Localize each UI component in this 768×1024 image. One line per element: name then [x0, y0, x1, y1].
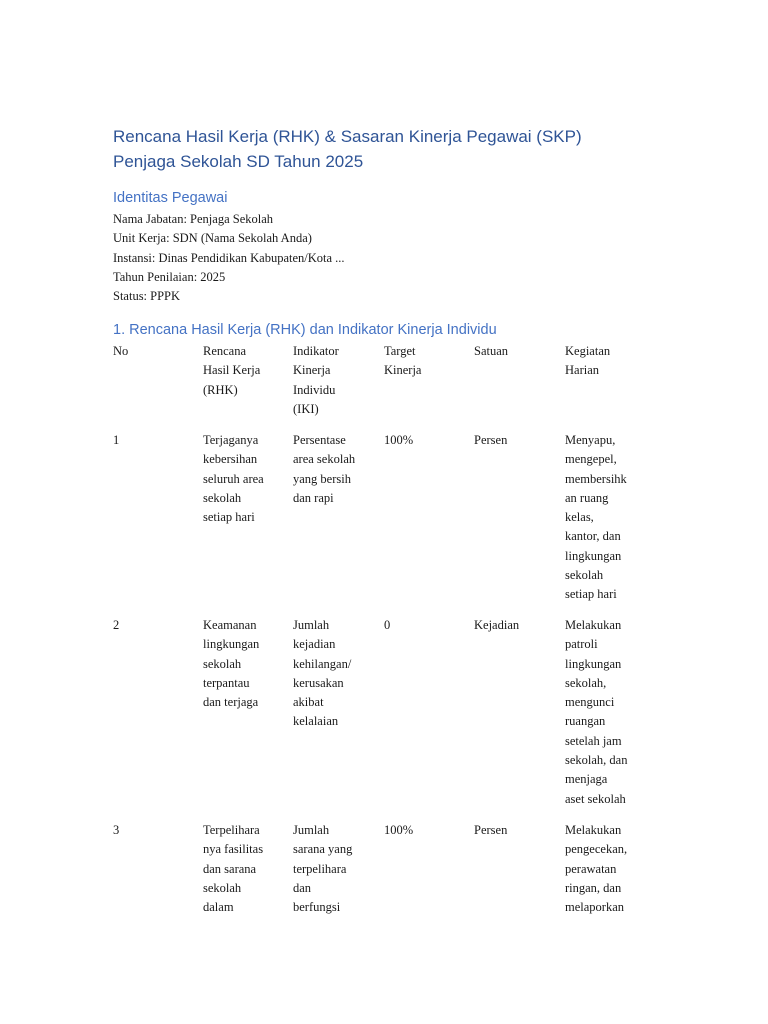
header-target: Target Kinerja: [384, 344, 422, 378]
header-kegiatan: Kegiatan Harian: [565, 344, 611, 378]
header-satuan: Satuan: [474, 344, 509, 358]
header-iki: Indikator Kinerja Individu (IKI): [293, 344, 339, 416]
cell-rhk: Terpelihara nya fasilitas dan sarana sekolah dalam: [203, 823, 264, 915]
cell-kegiatan: Menyapu, mengepel, membersihk an ruang kelas, kantor, dan lingkungan sekolah setiap hari: [565, 433, 627, 602]
info-status: Status: PPPK: [113, 289, 181, 304]
cell-target: 0: [384, 618, 391, 632]
identitas-heading: Identitas Pegawai: [113, 190, 228, 206]
identitas-block: [113, 210, 345, 306]
info-unit-kerja: Unit Kerja: SDN (Nama Sekolah Anda): [113, 231, 312, 246]
title-line-2: Penjaga Sekolah SD Tahun 2025: [113, 152, 364, 171]
cell-no: 3: [113, 823, 120, 837]
cell-satuan: Persen: [474, 823, 508, 837]
cell-satuan: Kejadian: [474, 618, 520, 632]
info-instansi: Instansi: Dinas Pendidikan Kabupaten/Kota ...: [113, 250, 345, 265]
cell-iki: Jumlah kejadian kehilangan/ kerusakan akibat kelalaian: [293, 618, 352, 729]
document-title: [113, 124, 713, 174]
cell-no: 1: [113, 433, 120, 447]
cell-satuan: Persen: [474, 433, 508, 447]
cell-no: 2: [113, 618, 120, 632]
info-tahun-penilaian: Tahun Penilaian: 2025: [113, 269, 226, 284]
title-line-1: Rencana Hasil Kerja (RHK) & Sasaran Kinerja Pegawai (SKP): [113, 127, 582, 146]
cell-rhk: Terjaganya kebersihan seluruh area sekolah setiap hari: [203, 433, 264, 525]
cell-kegiatan: Melakukan pengecekan, perawatan ringan, dan melaporkan: [565, 823, 628, 915]
section1-heading: 1. Rencana Hasil Kerja (RHK) dan Indikator Kinerja Individu: [113, 322, 497, 338]
info-nama-jabatan: Nama Jabatan: Penjaga Sekolah: [113, 212, 274, 226]
cell-rhk: Keamanan lingkungan sekolah terpantau dan terjaga: [203, 618, 260, 710]
cell-iki: Persentase area sekolah yang bersih dan rapi: [293, 433, 356, 505]
cell-target: 100%: [384, 823, 414, 837]
cell-iki: Jumlah sarana yang terpelihara dan berfungsi: [293, 823, 353, 915]
header-no: No: [113, 344, 129, 358]
cell-target: 100%: [384, 433, 414, 447]
cell-kegiatan: Melakukan patroli lingkungan sekolah, mengunci ruangan setelah jam sekolah, dan menjaga aset sekolah: [565, 618, 628, 806]
header-rhk: Rencana Hasil Kerja (RHK): [203, 344, 261, 397]
